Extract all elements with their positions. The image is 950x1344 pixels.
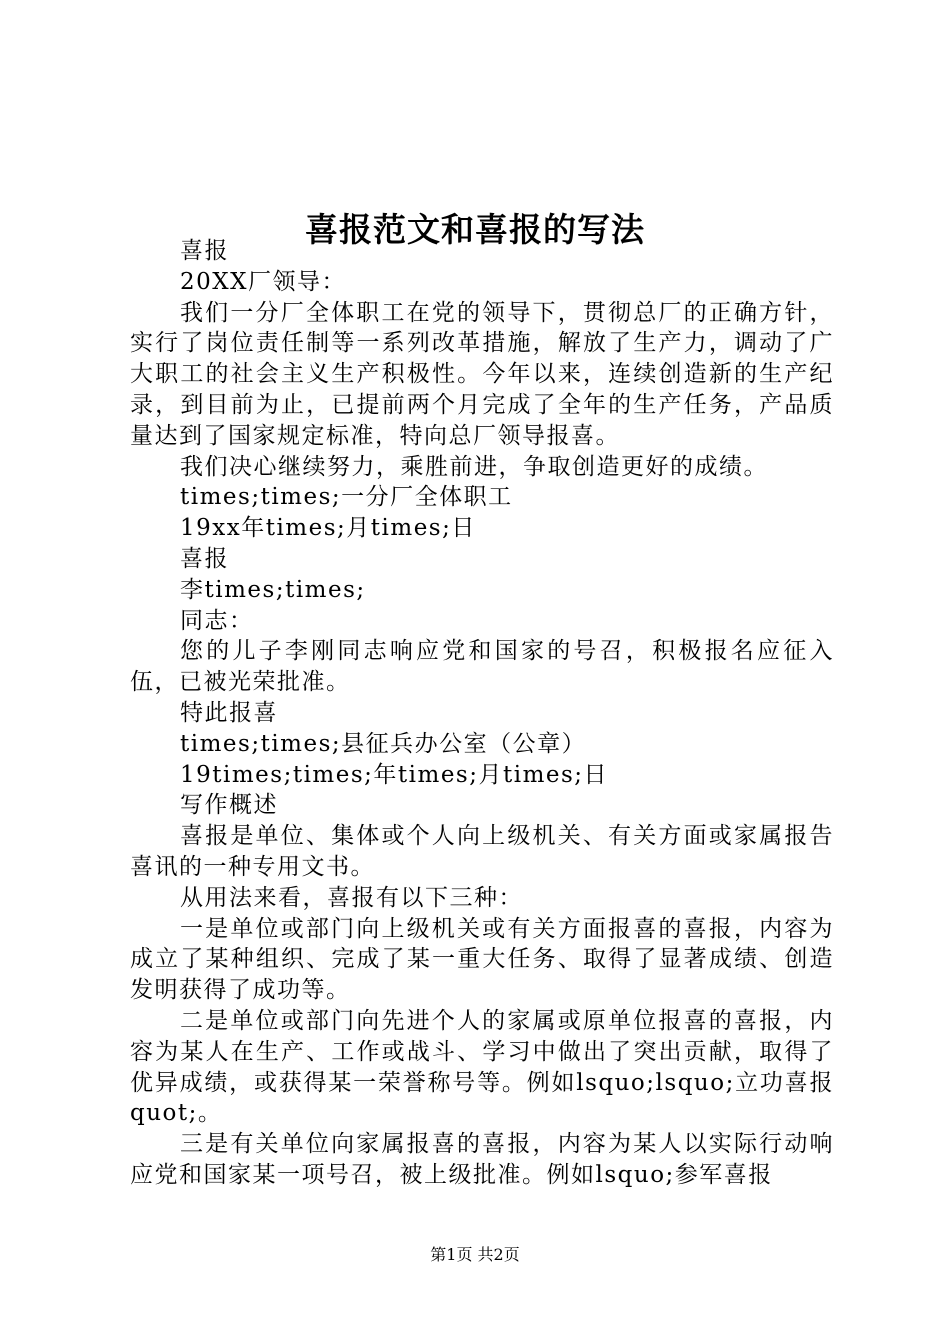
paragraph: 写作概述 (180, 792, 278, 819)
paragraph: 同志： (180, 607, 254, 634)
page-title: 喜报范文和喜报的写法 (305, 210, 645, 250)
paragraph: 从用法来看，喜报有以下三种： (180, 884, 523, 911)
paragraph: times;times;县征兵办公室（公章） (180, 730, 587, 757)
paragraph: 二是单位或部门向先进个人的家属或原单位报喜的喜报，内容为某人在生产、工作或战斗、学习中做出了突出贡献，取得了优异成绩，或获得某一荣誉称号等。例如lsquo;lsquo;立功喜报quot;。 (130, 1007, 834, 1127)
paragraph: times;times;一分厂全体职工 (180, 484, 513, 511)
paragraph: 19xx年times;月times;日 (180, 515, 476, 542)
paragraph: 喜报 (180, 545, 229, 572)
paragraph: 三是有关单位向家属报喜的喜报，内容为某人以实际行动响应党和国家某一项号召，被上级批准。例如lsquo;参军喜报 (130, 1131, 834, 1188)
paragraph: 一是单位或部门向上级机关或有关方面报喜的喜报，内容为成立了某种组织、完成了某一重大任务、取得了显著成绩、创造发明获得了成功等。 (130, 915, 834, 1004)
document-body (130, 236, 834, 1191)
paragraph: 喜报是单位、集体或个人向上级机关、有关方面或家属报告喜讯的一种专用文书。 (130, 823, 834, 880)
paragraph: 李times;times; (180, 576, 366, 603)
paragraph: 您的儿子李刚同志响应党和国家的号召，积极报名应征入伍，已被光荣批准。 (130, 638, 834, 696)
paragraph: 我们决心继续努力，乘胜前进，争取创造更好的成绩。 (180, 453, 768, 480)
paragraph: 19times;times;年times;月times;日 (180, 761, 609, 788)
page-footer: 第1页 共2页 (430, 1245, 520, 1264)
paragraph: 我们一分厂全体职工在党的领导下，贯彻总厂的正确方针，实行了岗位责任制等一系列改革措施，解放了生产力，调动了广大职工的社会主义生产积极性。今年以来，连续创造新的生产纪录，到目前为止，已提前两个月完成了全年的生产任务，产品质量达到了国家规定标准，特向总厂领导报喜。 (130, 299, 834, 449)
paragraph: 特此报喜 (180, 699, 278, 726)
paragraph: 20XX厂领导： (180, 268, 347, 295)
paragraph: 喜报 (180, 238, 229, 264)
